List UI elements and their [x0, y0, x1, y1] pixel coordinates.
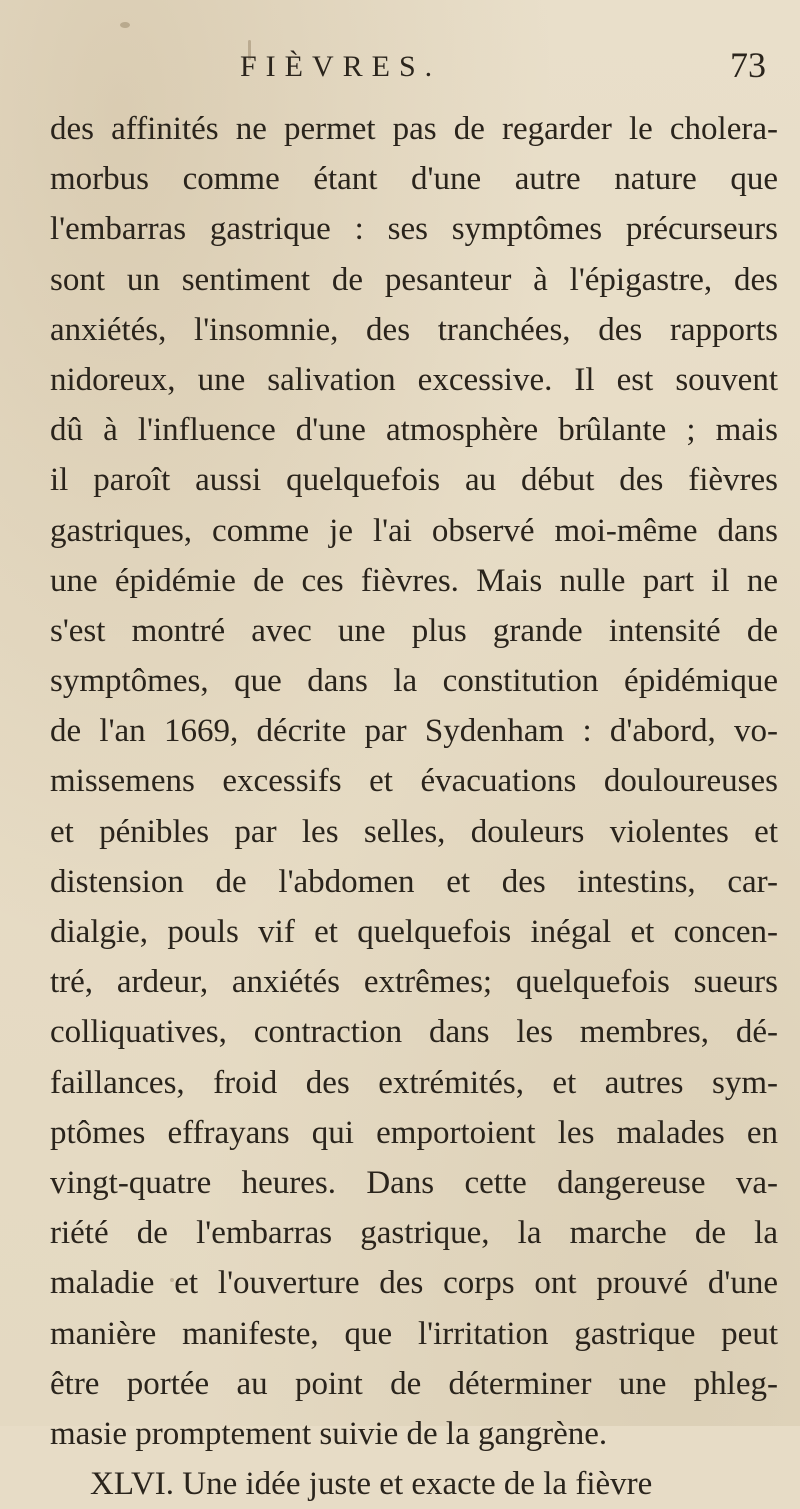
text-line: et pénibles par les selles, douleurs violentes et — [50, 813, 778, 850]
ink-speck — [120, 22, 130, 28]
text-line: anxiétés, l'insomnie, des tranchées, des rapports — [50, 311, 778, 348]
text-line: s'est montré avec une plus grande intensité de — [50, 612, 778, 649]
text-line: masie promptement suivie de la gangrène. — [50, 1415, 608, 1452]
text-line: ptômes effrayans qui emportoient les malades en — [50, 1114, 778, 1151]
text-line: de l'an 1669, décrite par Sydenham : d'abord, vo- — [50, 713, 778, 750]
text-line: tré, ardeur, anxiétés extrêmes; quelquefois sueurs — [50, 964, 778, 1001]
text-line: dû à l'influence d'une atmosphère brûlante ; mais — [50, 412, 778, 449]
text-line: dialgie, pouls vif et quelquefois inégal et concen- — [50, 914, 778, 950]
text-line: sont un sentiment de pesanteur à l'épigastre, des — [50, 261, 778, 298]
text-line: gastriques, comme je l'ai observé moi-même dans — [50, 512, 778, 549]
text-line: une épidémie de ces fièvres. Mais nulle part il ne — [50, 562, 778, 599]
text-line: des affinités ne permet pas de regarder le cholera- — [50, 111, 778, 147]
text-line: missemens excessifs et évacuations douloureuses — [50, 763, 778, 800]
section-heading-line: XLVI. Une idée juste et exacte de la fièvre — [90, 1466, 653, 1503]
text-line: nidoreux, une salivation excessive. Il est souvent — [50, 361, 778, 398]
text-line: distension de l'abdomen et des intestins, car- — [50, 863, 778, 900]
text-line: l'embarras gastrique : ses symptômes précurseurs — [50, 211, 778, 248]
text-line: colliquatives, contraction dans les membres, dé- — [50, 1014, 778, 1051]
text-line: être portée au point de déterminer une phleg- — [50, 1365, 778, 1402]
text-line: symptômes, que dans la constitution épidémique — [50, 663, 778, 700]
text-line: faillances, froid des extrémités, et autres sym- — [50, 1064, 778, 1101]
text-line: maladie et l'ouverture des corps ont prouvé d'une — [50, 1265, 778, 1302]
text-line: riété de l'embarras gastrique, la marche de la — [50, 1215, 778, 1252]
page-header — [240, 44, 780, 104]
text-line: il paroît aussi quelquefois au début des fièvres — [50, 462, 778, 499]
running-head: FIÈVRES. — [240, 50, 442, 83]
text-line: morbus comme étant d'une autre nature que — [50, 161, 778, 198]
body-text — [50, 104, 778, 1509]
page-number: 73 — [730, 45, 766, 85]
text-line: vingt-quatre heures. Dans cette dangereuse va- — [50, 1164, 778, 1201]
text-line: manière manifeste, que l'irritation gastrique peut — [50, 1315, 778, 1352]
